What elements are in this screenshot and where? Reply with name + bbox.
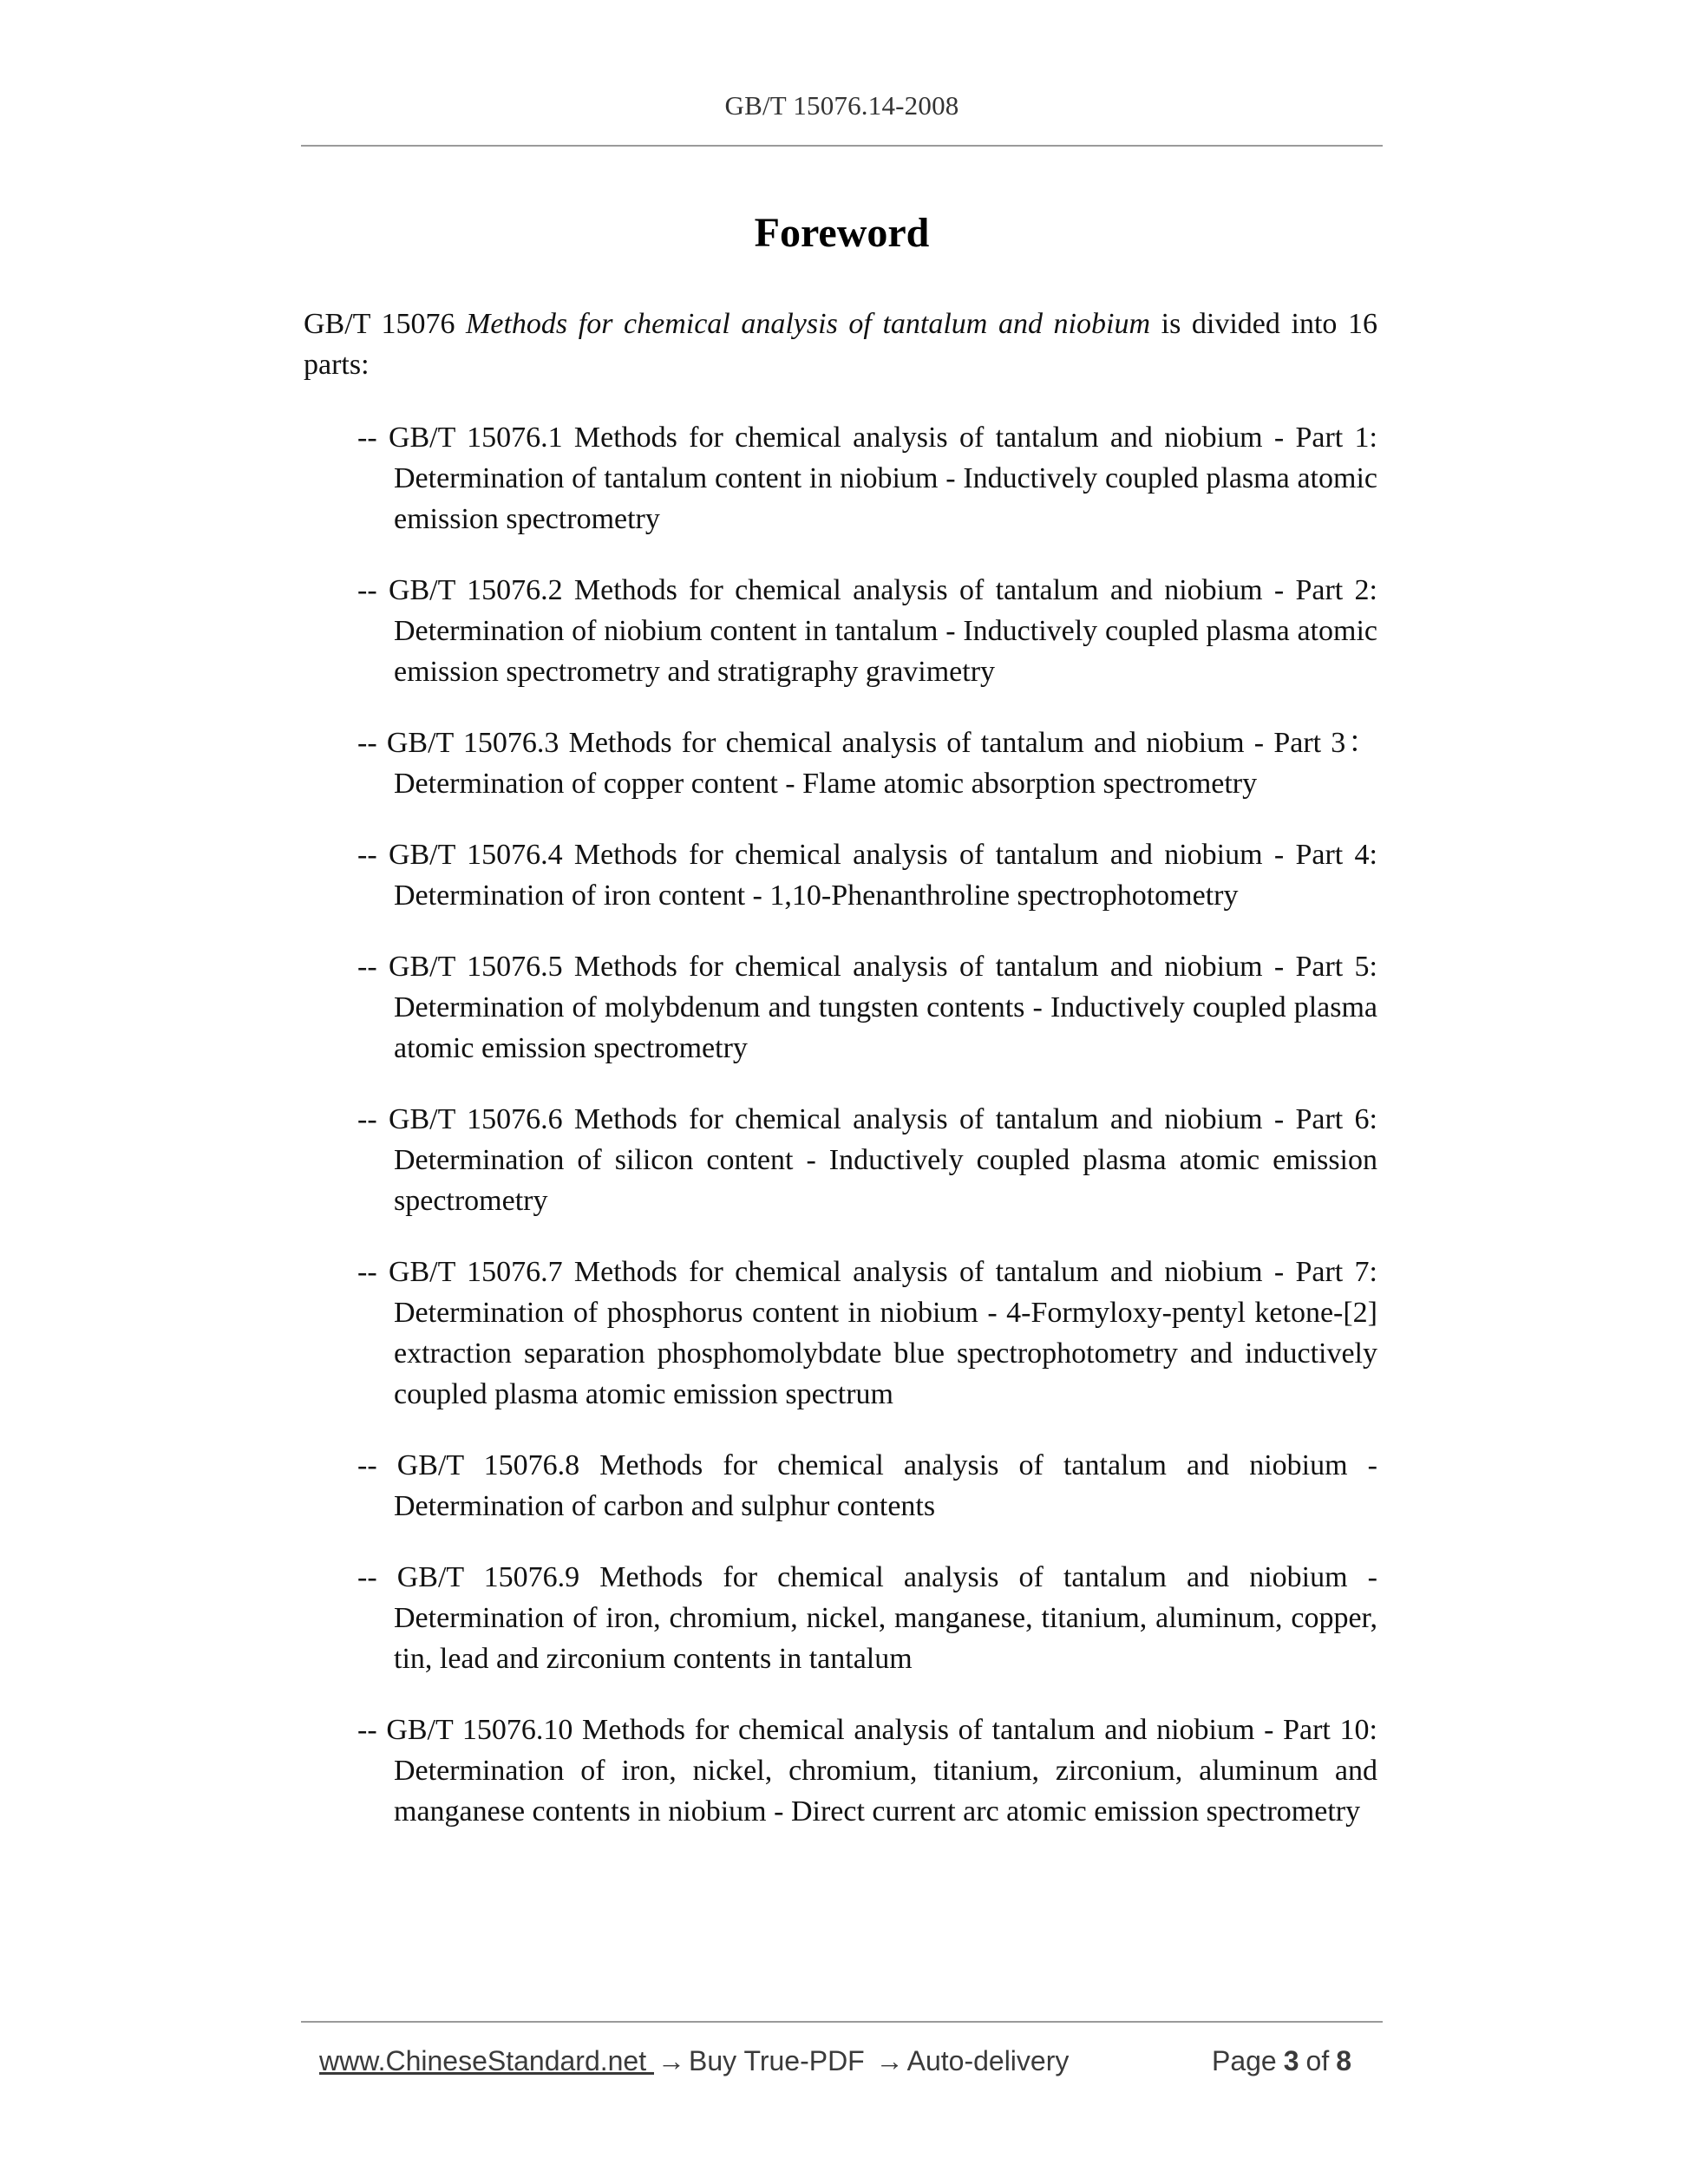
intro-suffix: is divided into 16 parts: bbox=[304, 308, 1377, 381]
list-item: -- GB/T 15076.5 Methods for chemical analysis of tantalum and niobium - Part 5: Determination of molybdenum and tungsten contents - Inductively coupled plasma atomic emission spectrometry bbox=[357, 951, 1377, 1064]
document-body bbox=[304, 304, 1377, 1862]
auto-delivery-text: Auto-delivery bbox=[906, 2045, 1070, 2076]
list-item: -- GB/T 15076.10 Methods for chemical analysis of tantalum and niobium - Part 10: Determination of iron, nickel, chromium, titanium, zirconium, aluminum and manganese contents in niobium - Direct current arc atomic emission spectrometry bbox=[357, 1714, 1377, 1828]
list-item: -- GB/T 15076.1 Methods for chemical analysis of tantalum and niobium - Part 1: Determination of tantalum content in niobium - Inductively coupled plasma atomic emission spectrometry bbox=[357, 422, 1377, 535]
footer-links bbox=[319, 2040, 1069, 2082]
list-item: -- GB/T 15076.6 Methods for chemical analysis of tantalum and niobium - Part 6: Determination of silicon content - Inductively coupled plasma atomic emission spectrometry bbox=[357, 1103, 1377, 1217]
arrow-right-icon: → bbox=[875, 2045, 904, 2076]
parts-list bbox=[304, 417, 1377, 1832]
page-current: 3 bbox=[1283, 2045, 1299, 2076]
page-of-label: of bbox=[1305, 2045, 1330, 2076]
intro-paragraph bbox=[304, 304, 1377, 385]
list-item: -- GB/T 15076.2 Methods for chemical analysis of tantalum and niobium - Part 2: Determination of niobium content in tantalum - Inductively coupled plasma atomic emission spectrometry and stratigraphy gravimetry bbox=[357, 574, 1377, 688]
page-header: GB/T 15076.14-2008 bbox=[724, 90, 959, 121]
list-item: -- GB/T 15076.3 Methods for chemical analysis of tantalum and niobium - Part 3： Determination of copper content - Flame atomic absorption spectrometry bbox=[357, 727, 1377, 800]
list-item: -- GB/T 15076.8 Methods for chemical analysis of tantalum and niobium - Determination of carbon and sulphur contents bbox=[357, 1449, 1377, 1522]
page-label: Page bbox=[1211, 2045, 1277, 2076]
footer-divider bbox=[301, 2021, 1383, 2023]
buy-pdf-text: Buy True-PDF bbox=[689, 2045, 865, 2076]
intro-italic-title: Methods for chemical analysis of tantalum and niobium bbox=[466, 308, 1151, 340]
list-item: -- GB/T 15076.7 Methods for chemical analysis of tantalum and niobium - Part 7: Determination of phosphorus content in niobium - 4-Formyloxy-pentyl ketone-[2] extraction separation phosphomolybdate blue spectrophotometry and inductively coupled plasma atomic emission spectrum bbox=[357, 1256, 1377, 1410]
intro-prefix: GB/T 15076 bbox=[304, 308, 467, 340]
page-footer bbox=[319, 2040, 1369, 2082]
header-divider bbox=[301, 145, 1383, 147]
list-item: -- GB/T 15076.9 Methods for chemical analysis of tantalum and niobium - Determination of iron, chromium, nickel, manganese, titanium, aluminum, copper, tin, lead and zirconium contents in tantalum bbox=[357, 1561, 1377, 1675]
page-title: Foreword bbox=[754, 210, 930, 256]
page-total: 8 bbox=[1336, 2045, 1351, 2076]
arrow-right-icon: → bbox=[658, 2045, 685, 2076]
website-link[interactable]: www.ChineseStandard.net bbox=[319, 2045, 654, 2076]
list-item: -- GB/T 15076.4 Methods for chemical analysis of tantalum and niobium - Part 4: Determination of iron content - 1,10-Phenanthroline spectrophotometry bbox=[357, 839, 1377, 912]
page-number bbox=[1212, 2040, 1358, 2082]
